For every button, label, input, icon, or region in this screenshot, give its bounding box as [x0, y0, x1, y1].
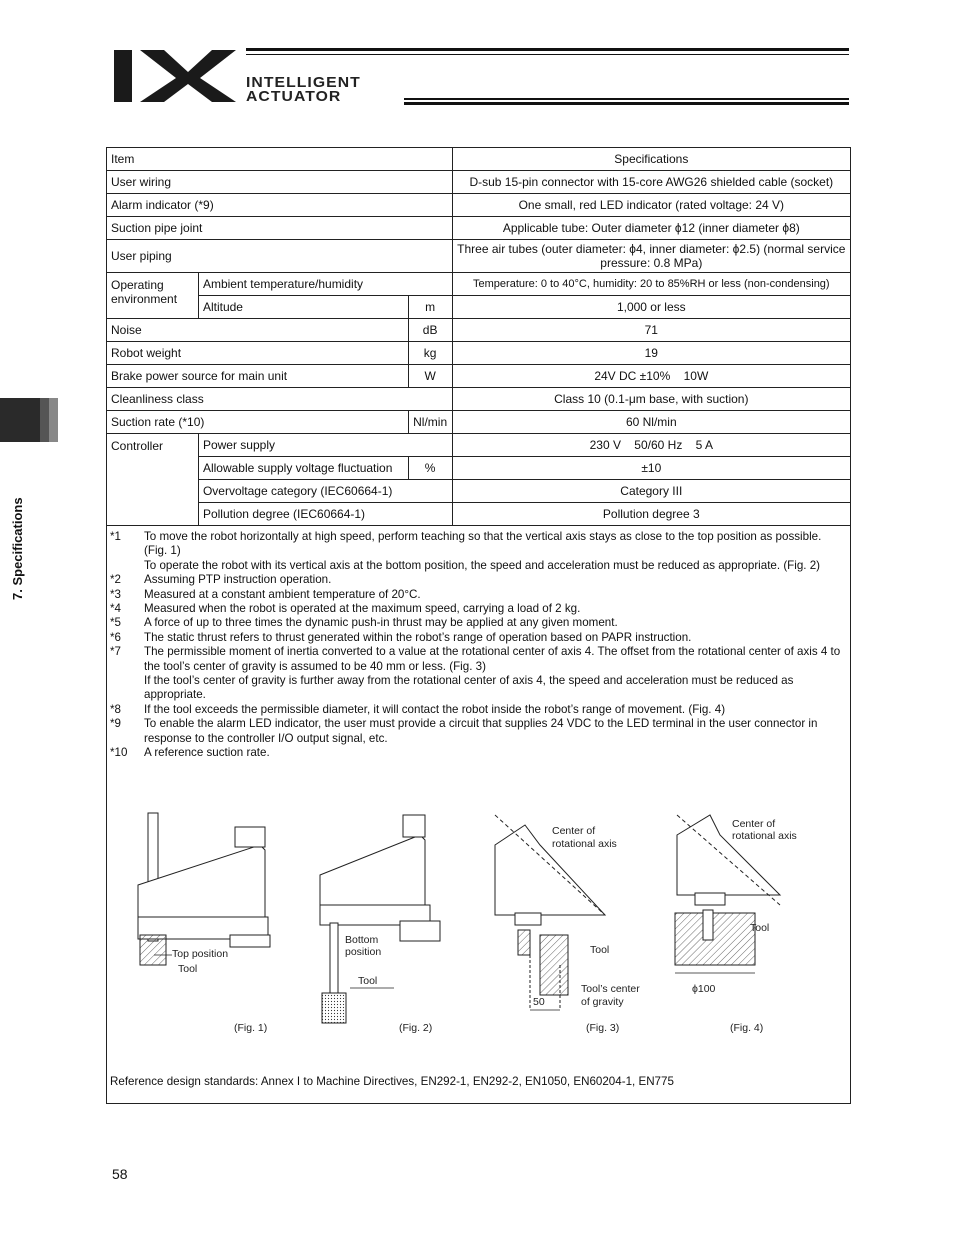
row-unit: Nl/min [408, 411, 452, 434]
table-row [107, 296, 851, 319]
row-unit: % [408, 457, 452, 480]
table-row [107, 319, 851, 342]
footnote-key: *7 [110, 645, 121, 659]
footnote-text [144, 746, 846, 760]
row-value: Class 10 (0.1-μm base, with suction) [452, 388, 850, 411]
fig4-dimension: ϕ100 [692, 983, 716, 995]
footnote [110, 703, 846, 717]
fig3-label-center-2: rotational axis [552, 838, 617, 850]
row-label: Ambient temperature/humidity [198, 273, 452, 296]
row-value: ±10 [452, 457, 850, 480]
footnote-text [144, 717, 846, 746]
footnote-text [144, 602, 846, 616]
row-label: Suction pipe joint [107, 217, 453, 240]
row-value: 71 [452, 319, 850, 342]
row-label: Allowable supply voltage fluctuation [198, 457, 408, 480]
fig1-label-tool: Tool [178, 963, 198, 975]
brand-line-1: INTELLIGENT [246, 74, 361, 91]
footnote [110, 717, 846, 746]
brand-name [246, 76, 361, 104]
row-value: Temperature: 0 to 40°C, humidity: 20 to 85%RH or less (non-condensing) [452, 273, 850, 296]
row-label: Pollution degree (IEC60664-1) [198, 503, 452, 526]
footnote-line: A force of up to three times the dynamic push-in thrust may be applied at any given moment. [144, 616, 618, 630]
fig4-label-tool: Tool [750, 922, 770, 934]
table-row [107, 342, 851, 365]
footnote [110, 573, 846, 587]
brand-line-2: ACTUATOR [246, 88, 342, 105]
row-group-label: Controller [107, 434, 199, 526]
footnote-key: *3 [110, 587, 121, 601]
footnote [110, 746, 846, 760]
section-label: 7. Specifications [10, 497, 25, 600]
footnote-line: Measured when the robot is operated at the maximum speed, carrying a load of 2 kg. [144, 602, 581, 616]
figures [120, 805, 850, 1045]
footnote-key: *4 [110, 602, 121, 616]
row-label: Brake power source for main unit [107, 365, 409, 388]
footnote-key: *2 [110, 573, 121, 587]
table-row [107, 388, 851, 411]
row-label: Alarm indicator (*9) [107, 194, 453, 217]
row-label: User wiring [107, 171, 453, 194]
footnote-key: *1 [110, 530, 121, 543]
fig3-label-cog-2: of gravity [581, 996, 624, 1008]
footnote [110, 602, 846, 616]
row-value: Category III [452, 480, 850, 503]
fig4-caption: (Fig. 4) [730, 1022, 764, 1034]
footnote-line: To enable the alarm LED indicator, the user must provide a circuit that supplies 24 VDC to the LED terminal in the user connector in response to the controller I/O output signal, etc. [144, 717, 818, 745]
row-value: 24V DC ±10% 10W [452, 365, 850, 388]
row-value: Pollution degree 3 [452, 503, 850, 526]
footnote-line: Assuming PTP instruction operation. [144, 573, 332, 587]
fig2-caption: (Fig. 2) [399, 1022, 433, 1034]
table-row [107, 273, 851, 296]
header-spec: Specifications [452, 148, 850, 171]
fig2-label-bottom-2: position [345, 946, 382, 958]
ix-logo-icon [112, 48, 238, 104]
fig4-label-center-1: Center of [732, 818, 776, 830]
footnote-key: *5 [110, 616, 121, 630]
row-label: Altitude [198, 296, 408, 319]
header-rule-bottom-thick [404, 102, 849, 105]
fig3-caption: (Fig. 3) [586, 1022, 620, 1034]
row-label: Power supply [198, 434, 452, 457]
row-group-label: Operating environment [107, 273, 199, 319]
row-unit: kg [408, 342, 452, 365]
side-tab-marker-light [49, 398, 58, 442]
row-value: 60 Nl/min [452, 411, 850, 434]
footnote-line: The permissible moment of inertia converted to a value at the rotational center of axis 4. The offset from the rotational center of axis 4 to the tool’s center of gravity is assumed to be 40 mm or less. (Fig. 3) [144, 645, 841, 673]
table-row [107, 434, 851, 457]
side-tab-marker [0, 398, 40, 442]
row-value: 19 [452, 342, 850, 365]
footnote-text [144, 588, 846, 602]
table-row [107, 411, 851, 434]
table-row [107, 480, 851, 503]
row-label: Overvoltage category (IEC60664-1) [198, 480, 452, 503]
row-label: Robot weight [107, 342, 409, 365]
footnote [110, 588, 846, 602]
row-unit: dB [408, 319, 452, 342]
footnote-text [144, 631, 846, 645]
table-row [107, 148, 851, 171]
header-rule-bottom [404, 98, 849, 100]
row-label: User piping [107, 240, 453, 273]
page-number: 58 [112, 1166, 128, 1182]
table-row [107, 365, 851, 388]
footnote-line: A reference suction rate. [144, 746, 270, 760]
fig3-dimension: 50 [533, 996, 545, 1008]
table-row [107, 240, 851, 273]
footnote-key: *10 [110, 746, 128, 760]
footnotes [110, 530, 846, 761]
footnote-key: *8 [110, 702, 121, 716]
row-value: D-sub 15-pin connector with 15-core AWG26 shielded cable (socket) [452, 171, 850, 194]
header-rule-top-thin [246, 54, 849, 55]
row-label: Noise [107, 319, 409, 342]
footnote-line: If the tool exceeds the permissible diameter, it will contact the robot inside the robot’s range of movement. (Fig. 4) [144, 702, 726, 716]
reference-standards: Reference design standards: Annex I to Machine Directives, EN292-1, EN292-2, EN1050, EN60204-1, EN775 [110, 1075, 674, 1088]
footnote-text [144, 573, 846, 587]
side-tab-marker-mid [40, 398, 49, 442]
fig2-label-bottom-1: Bottom [345, 934, 379, 946]
row-value: One small, red LED indicator (rated voltage: 24 V) [452, 194, 850, 217]
table-row [107, 194, 851, 217]
fig1-caption: (Fig. 1) [234, 1022, 268, 1034]
footnote [110, 530, 846, 573]
row-label: Cleanliness class [107, 388, 453, 411]
footnote-line: To move the robot horizontally at high speed, perform teaching so that the vertical axis stays as close to the top position as possible. (Fig. 1) [144, 530, 822, 558]
row-unit: W [408, 365, 452, 388]
row-unit: m [408, 296, 452, 319]
table-row [107, 217, 851, 240]
footnote-key: *6 [110, 630, 121, 644]
row-value: Applicable tube: Outer diameter ϕ12 (inner diameter ϕ8) [452, 217, 850, 240]
footnote-text [144, 530, 846, 573]
footnote-text [144, 645, 846, 703]
fig3-label-cog-1: Tool’s center [581, 983, 640, 995]
footnote-key: *9 [110, 717, 121, 731]
footnote-text [144, 616, 846, 630]
header-item: Item [107, 148, 453, 171]
robot-bottom-position-figure [320, 815, 440, 1023]
footnote-line: To operate the robot with its vertical axis at the bottom position, the speed and acceleration must be reduced as appropriate. (Fig. 2) [144, 558, 821, 572]
footnote [110, 616, 846, 630]
table-row [107, 457, 851, 480]
row-value: 1,000 or less [452, 296, 850, 319]
table-row [107, 171, 851, 194]
row-value: 230 V 50/60 Hz 5 A [452, 434, 850, 457]
fig1-label-top: Top position [172, 948, 229, 960]
fig2-label-tool: Tool [358, 975, 378, 987]
footnote [110, 631, 846, 645]
footnote-line: Measured at a constant ambient temperature of 20°C. [144, 587, 421, 601]
fig3-label-tool: Tool [590, 944, 610, 956]
spec-table [106, 147, 851, 526]
footnote-text [144, 703, 846, 717]
fig3-label-center-1: Center of [552, 825, 596, 837]
header-rule-top [246, 48, 849, 51]
footnote-line: The static thrust refers to thrust generated within the robot’s range of operation based on PAPR instruction. [144, 630, 692, 644]
robot-top-position-figure [138, 813, 270, 965]
row-label: Suction rate (*10) [107, 411, 409, 434]
footnote-line: If the tool’s center of gravity is further away from the rotational center of axis 4, the speed and acceleration must be reduced as appropriate. [144, 674, 794, 702]
footnote [110, 645, 846, 703]
fig4-label-center-2: rotational axis [732, 830, 797, 842]
row-value: Three air tubes (outer diameter: ϕ4, inner diameter: ϕ2.5) (normal service pressure: 0.8 MPa) [452, 240, 850, 273]
